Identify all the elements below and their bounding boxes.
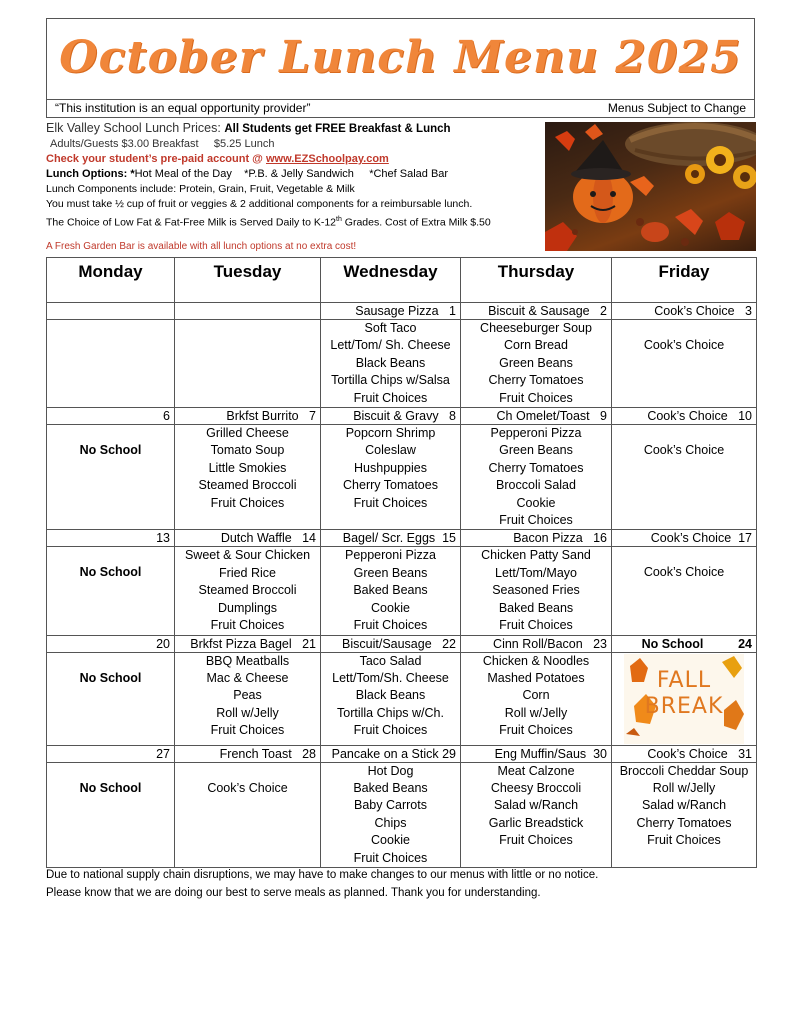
garden-bar-note: A Fresh Garden Bar is available with all lunch options at no extra cost!	[46, 240, 357, 252]
price-info	[46, 121, 536, 254]
menu-item: Broccoli Salad	[496, 478, 576, 493]
adult-prices-line	[46, 137, 536, 152]
menu-item: Tortilla Chips w/Salsa	[331, 373, 450, 388]
prices-label: Elk Valley School Lunch Prices:	[46, 121, 221, 135]
option-pbj: *P.B. & Jelly Sandwich	[244, 168, 354, 180]
day-header-friday: Friday	[612, 258, 757, 303]
menu-item: Fruit Choices	[353, 723, 428, 738]
menu-item: Chips	[374, 815, 407, 830]
date-cell-tuesday: Brkfst Burrito 7	[175, 408, 321, 425]
lunch-options-line	[46, 167, 536, 182]
day-header-row	[47, 258, 757, 303]
date-cell-thursday: Biscuit & Sausage 2	[461, 303, 612, 320]
lunch-menu-table	[46, 257, 757, 868]
meal-cell-friday	[612, 762, 757, 867]
menu-item: Broccoli Cheddar Soup	[619, 763, 749, 778]
menu-item: Soft Taco	[364, 321, 417, 335]
meal-cell-monday	[47, 425, 175, 530]
date-cell-friday: Cook’s Choice 17	[612, 530, 757, 547]
menu-item: Hushpuppies	[354, 460, 427, 475]
reimbursable-rule: You must take ½ cup of fruit or veggies & 2 additional components for a reimbursable lunch.	[46, 198, 473, 210]
menu-item: Corn	[522, 688, 550, 703]
meal-cell-friday	[612, 547, 757, 635]
date-cell-thursday: Ch Omelet/Toast 9	[461, 408, 612, 425]
menu-item: Cherry Tomatoes	[488, 460, 584, 475]
ezschoolpay-link[interactable]: www.EZSchoolpay.com	[265, 153, 389, 165]
date-cell-monday	[47, 303, 175, 320]
page-title: October Lunch Menu 2025	[59, 32, 742, 83]
menu-item: Cookie	[371, 600, 410, 615]
meal-cell-wednesday	[321, 320, 461, 408]
date-cell-tuesday: Dutch Waffle 14	[175, 530, 321, 547]
week-4-meal-row	[47, 652, 757, 745]
week-3-meal-row	[47, 547, 757, 635]
date-cell-wednesday: Sausage Pizza 1	[321, 303, 461, 320]
menu-item: Green Beans	[499, 443, 573, 458]
menu-item: Roll w/Jelly	[652, 780, 716, 795]
no-school-label: No School	[79, 780, 142, 795]
week-1-meal-row	[47, 320, 757, 408]
fall-break-line-2: BREAK	[644, 693, 724, 719]
menu-item: Cherry Tomatoes	[488, 373, 584, 388]
fall-break-text	[624, 668, 744, 720]
menu-item: Meat Calzone	[497, 763, 575, 778]
menu-item: Cherry Tomatoes	[343, 478, 438, 493]
date-cell-friday: No School 24	[612, 635, 757, 652]
menu-item: Pepperoni Pizza	[344, 548, 437, 563]
menu-item: Fruit Choices	[210, 495, 285, 510]
menu-item: Green Beans	[353, 565, 428, 580]
week-2-meal-row	[47, 425, 757, 530]
menu-item: Cherry Tomatoes	[636, 815, 732, 830]
week-3-date-row	[47, 530, 757, 547]
autumn-photo-illustration	[545, 122, 756, 251]
menu-item: Fruit Choices	[210, 618, 285, 633]
free-meals-text: All Students get FREE Breakfast & Lunch	[224, 123, 451, 135]
menu-item: Pepperoni Pizza	[490, 426, 582, 441]
fall-break-image	[624, 654, 744, 744]
menu-item: Baby Carrots	[354, 798, 427, 813]
menu-item: Coleslaw	[365, 443, 416, 458]
menu-item: Fruit Choices	[499, 618, 573, 633]
meal-cell-thursday	[461, 652, 612, 745]
no-school-label: No School	[79, 670, 142, 685]
menu-item: Fruit Choices	[499, 390, 573, 405]
meal-cell-thursday	[461, 320, 612, 408]
menu-item: Fruit Choices	[353, 495, 428, 510]
week-1-date-row	[47, 303, 757, 320]
day-header-tuesday: Tuesday	[175, 258, 321, 303]
meal-cell-friday	[612, 425, 757, 530]
menu-item: Black Beans	[355, 688, 426, 703]
menu-item: Green Beans	[499, 355, 573, 370]
date-cell-monday: 27	[47, 745, 175, 762]
week-5-date-row	[47, 745, 757, 762]
footer-note	[46, 866, 756, 902]
account-text: Check your student’s pre-paid account @	[46, 153, 263, 165]
meal-cell-monday	[47, 547, 175, 635]
meal-cell-friday	[612, 652, 757, 745]
no-school-label: No School	[79, 443, 142, 458]
meal-cell-thursday	[461, 425, 612, 530]
meal-cell-tuesday	[175, 320, 321, 408]
date-cell-monday: 13	[47, 530, 175, 547]
menu-item: Chicken Patty Sand	[481, 548, 591, 563]
no-school-label: No School	[79, 565, 142, 580]
date-cell-friday: Cook’s Choice 10	[612, 408, 757, 425]
date-cell-friday: Cook’s Choice 3	[612, 303, 757, 320]
menu-item: Cheeseburger Soup	[480, 321, 592, 335]
meal-cell-tuesday	[175, 547, 321, 635]
date-cell-tuesday: Brkfst Pizza Bagel 21	[175, 635, 321, 652]
meal-cell-monday	[47, 762, 175, 867]
meal-cell-wednesday	[321, 762, 461, 867]
meal-cell-thursday	[461, 762, 612, 867]
week-2-date-row	[47, 408, 757, 425]
menu-item: Cheesy Broccoli	[490, 780, 582, 795]
menu-item: Garlic Breadstick	[488, 815, 584, 830]
menu-item: Cook’s Choice	[643, 565, 725, 580]
date-cell-tuesday: French Toast 28	[175, 745, 321, 762]
menu-item: Popcorn Shrimp	[345, 426, 436, 441]
menu-item: Fruit Choices	[353, 618, 428, 633]
menu-item: Roll w/Jelly	[216, 705, 279, 720]
menu-item: Sweet & Sour Chicken	[184, 548, 311, 563]
menu-item: Steamed Broccoli	[198, 478, 297, 493]
menu-item: Tortilla Chips w/Ch.	[337, 705, 444, 720]
week-5-meal-row	[47, 762, 757, 867]
meal-cell-thursday	[461, 547, 612, 635]
date-cell-wednesday: Pancake on a Stick 29	[321, 745, 461, 762]
day-header-thursday: Thursday	[461, 258, 612, 303]
menu-item: Cook’s Choice	[207, 780, 288, 795]
option-salad-bar: *Chef Salad Bar	[369, 168, 449, 180]
date-cell-monday: 6	[47, 408, 175, 425]
menu-item: Grilled Cheese	[206, 426, 289, 441]
menu-change-notice: Menus Subject to Change	[607, 101, 746, 115]
equal-opportunity-notice: “This institution is an equal opportunity provider”	[55, 101, 311, 115]
menu-item: Taco Salad	[359, 653, 422, 668]
date-cell-thursday: Cinn Roll/Bacon 23	[461, 635, 612, 652]
menu-item: Roll w/Jelly	[504, 705, 568, 720]
date-cell-wednesday: Biscuit/Sausage 22	[321, 635, 461, 652]
menu-item: Fruit Choices	[353, 390, 428, 405]
menu-item: Mac & Cheese	[206, 670, 289, 685]
menu-item: Chicken & Noodles	[482, 653, 590, 668]
date-cell-wednesday: Biscuit & Gravy 8	[321, 408, 461, 425]
menu-item: Cookie	[371, 833, 410, 848]
menu-item: Fruit Choices	[499, 833, 573, 848]
menu-item: Salad w/Ranch	[493, 798, 579, 813]
menu-item: Dumplings	[217, 600, 278, 615]
day-header-wednesday: Wednesday	[321, 258, 461, 303]
menu-item: Fried Rice	[219, 565, 276, 580]
milk-text-b: Grades. Cost of Extra Milk $.50	[341, 216, 491, 229]
account-line	[46, 152, 536, 167]
autumn-pumpkin-photo	[545, 122, 756, 251]
date-cell-wednesday: Bagel/ Scr. Eggs 15	[321, 530, 461, 547]
menu-item: Cookie	[516, 495, 556, 510]
meal-cell-monday	[47, 652, 175, 745]
menu-item: Lett/Tom/ Sh. Cheese	[330, 338, 451, 353]
footer-line-2: Please know that we are doing our best to serve meals as planned. Thank you for understanding.	[46, 887, 541, 899]
menu-item: Little Smokies	[208, 460, 287, 475]
menu-item: Seasoned Fries	[492, 583, 580, 598]
menu-item: Lett/Tom/Sh. Cheese	[332, 670, 449, 685]
menu-item: Fruit Choices	[499, 723, 573, 738]
meal-cell-tuesday	[175, 652, 321, 745]
milk-sup: th	[336, 216, 342, 223]
date-cell-thursday: Eng Muffin/Saus 30	[461, 745, 612, 762]
menu-item: Hot Dog	[367, 763, 414, 778]
milk-text-a: The Choice of Low Fat & Fat-Free Milk is Served Daily to K-12	[46, 216, 337, 229]
menu-item: Salad w/Ranch	[641, 798, 727, 813]
footer-line-1: Due to national supply chain disruptions, we may have to make changes to our menus with little or no notice.	[46, 869, 599, 881]
meal-cell-wednesday	[321, 547, 461, 635]
menu-item: Baked Beans	[498, 600, 574, 615]
date-cell-tuesday	[175, 303, 321, 320]
date-cell-thursday: Bacon Pizza 16	[461, 530, 612, 547]
lunch-options-label: Lunch Options: *	[46, 168, 135, 180]
meal-cell-tuesday	[175, 762, 321, 867]
menu-item: Steamed Broccoli	[198, 583, 297, 598]
prices-line	[46, 121, 536, 137]
components-line: Lunch Components include: Protein, Grain, Fruit, Vegetable & Milk	[46, 183, 355, 195]
menu-item: Fruit Choices	[353, 850, 428, 865]
menu-item: Fruit Choices	[647, 833, 721, 848]
meal-cell-tuesday	[175, 425, 321, 530]
date-cell-monday: 20	[47, 635, 175, 652]
menu-item: Baked Beans	[353, 780, 428, 795]
menu-item: Cook’s Choice	[643, 443, 725, 458]
meal-cell-monday	[47, 320, 175, 408]
menu-item: Fruit Choices	[210, 723, 285, 738]
menu-item: Lett/Tom/Mayo	[495, 565, 577, 580]
week-4-date-row	[47, 635, 757, 652]
notice-bar	[46, 100, 755, 118]
title-box	[46, 18, 755, 100]
adult-lunch-price: $5.25 Lunch	[213, 138, 275, 150]
menu-item: Corn Bread	[504, 338, 568, 353]
adult-breakfast-price: $3.00 Breakfast	[121, 138, 199, 150]
meal-cell-wednesday	[321, 652, 461, 745]
menu-item: Cook’s Choice	[643, 338, 725, 352]
option-hot-meal: Hot Meal of the Day	[134, 168, 232, 180]
menu-item: Mashed Potatoes	[487, 670, 585, 685]
menu-item: Tomato Soup	[210, 443, 285, 458]
menu-item: Black Beans	[355, 355, 426, 370]
menu-item: Fruit Choices	[499, 513, 573, 528]
menu-item: Baked Beans	[353, 583, 428, 598]
meal-cell-wednesday	[321, 425, 461, 530]
adults-label: Adults/Guests	[50, 138, 119, 150]
meal-cell-friday	[612, 320, 757, 408]
menu-item: BBQ Meatballs	[205, 653, 290, 668]
milk-line	[46, 212, 536, 231]
menu-item: Peas	[233, 688, 262, 703]
fall-break-line-1: FALL	[656, 667, 712, 693]
date-cell-friday: Cook’s Choice 31	[612, 745, 757, 762]
day-header-monday: Monday	[47, 258, 175, 303]
